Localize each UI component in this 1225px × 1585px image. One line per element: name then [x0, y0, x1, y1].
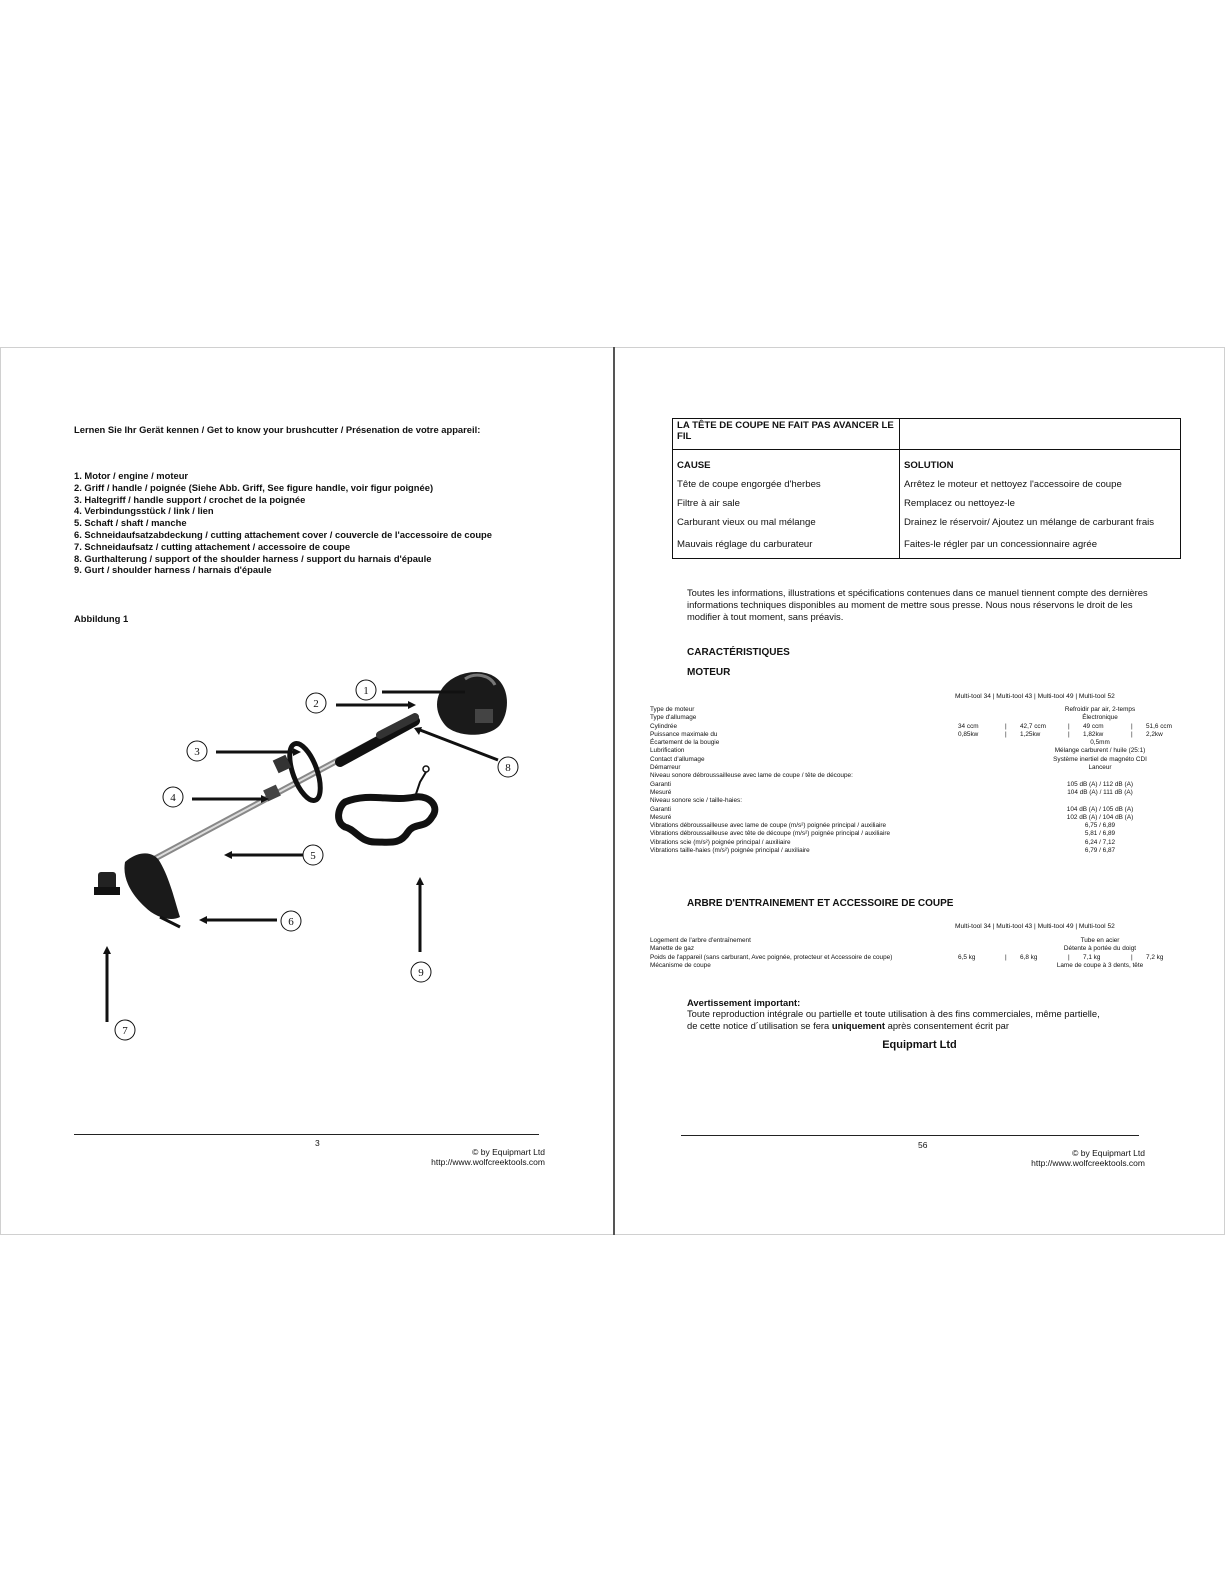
warning-text-part: après consentement écrit par: [885, 1019, 1010, 1031]
table-row: [673, 491, 1181, 510]
spec-value: 2,2kw: [1146, 730, 1163, 738]
spec-label: Niveau sonore débroussailleuse avec lame de coupe / tête de découpe:: [650, 772, 853, 780]
cause-cell: Carburant vieux ou mal mélange: [677, 517, 816, 528]
callout-4: 4: [170, 792, 176, 804]
spec-value: 104 dB (A) / 105 dB (A): [1066, 805, 1134, 813]
solution-cell: Faites-le régler par un concessionnaire agrée: [900, 529, 1181, 559]
list-item: 8. Gurthalterung / support of the shoulder harness / support du harnais d'épaule: [74, 552, 432, 564]
parts-list: [74, 470, 492, 576]
warning-line: [687, 1020, 1177, 1032]
list-item: 1. Motor / engine / moteur: [74, 470, 189, 481]
warning-line: Toute reproduction intégrale ou partielle et toute utilisation à des fins commerciales, même partielle,: [687, 1008, 1100, 1019]
spec-label: Mesuré: [650, 788, 672, 796]
column-header-cause: CAUSE: [677, 460, 711, 471]
spec-row: [650, 739, 1180, 747]
spec-value: 1,25kw: [1020, 730, 1041, 738]
models-header: Multi-tool 34 | Multi-tool 43 | Multi-tool 49 | Multi-tool 52: [955, 693, 1115, 700]
spec-label: Mécanisme de coupe: [650, 961, 711, 969]
spec-row: [650, 962, 1180, 970]
spec-row: [650, 954, 1180, 962]
list-item: 4. Verbindungsstück / link / lien: [74, 505, 214, 517]
callout-7: 7: [122, 1025, 128, 1037]
spec-value: 49 ccm: [1083, 722, 1104, 730]
table-row: [673, 510, 1181, 529]
spec-value: 105 dB (A) / 112 dB (A): [1067, 780, 1133, 788]
spec-value: 102 dB (A) / 104 dB (A): [1066, 813, 1134, 821]
footer: [895, 1148, 1145, 1168]
solution-cell: Arrêtez le moteur et nettoyez l'accessoire de coupe: [900, 472, 1181, 491]
section-heading-arbre: ARBRE D'ENTRAINEMENT ET ACCESSOIRE DE COUPE: [687, 898, 954, 909]
spec-label: Logement de l'arbre d'entraînement: [650, 937, 751, 944]
list-item: 5. Schaft / shaft / manche: [74, 517, 187, 529]
spec-label: Vibrations taille-haies (m/s²) poignée principal / auxiliaire: [650, 847, 810, 855]
spec-value: 42,7 ccm: [1020, 722, 1046, 730]
list-item: 7. Schneidaufsatz / cutting attachement / accessoire de coupe: [74, 540, 351, 552]
footer: [300, 1147, 545, 1167]
spec-row: [650, 797, 1180, 805]
spec-row: [650, 714, 1180, 722]
spec-label: Écartement de la bougie: [650, 739, 720, 747]
models-header: Multi-tool 34 | Multi-tool 43 | Multi-tool 49 | Multi-tool 52: [955, 923, 1115, 930]
spec-label: Poids de l'appareil (sans carburant, Avec poignée, protecteur et Accessoire de coupe): [650, 953, 893, 961]
list-item: 3. Haltegriff / handle support / crochet de la poignée: [74, 493, 306, 505]
spec-label: Lubrification: [650, 747, 685, 755]
spec-value: 51,6 ccm: [1146, 722, 1172, 730]
column-separator: |: [1068, 730, 1070, 738]
troubleshooting-table: [672, 418, 1181, 559]
spec-value: Refroidir par air, 2-temps: [1064, 706, 1136, 713]
list-item: 6. Schneidaufsatzabdeckung / cutting attachement cover / couvercle de l'accessoire de coupe: [74, 528, 492, 540]
spec-row: [650, 839, 1180, 847]
spec-label: Manette de gaz: [650, 945, 695, 953]
cutting-guard-drawing: [94, 853, 180, 927]
spec-value: 6,8 kg: [1020, 953, 1038, 961]
table-row: [673, 472, 1181, 491]
column-separator: |: [1131, 953, 1133, 961]
spec-row: [650, 789, 1180, 797]
spec-row: [650, 781, 1180, 789]
spec-row: [650, 822, 1180, 830]
spec-value: 6,24 / 7,12: [1084, 838, 1116, 846]
footer-rule: [681, 1135, 1139, 1136]
spec-value: Tube en acier: [1080, 937, 1120, 944]
footer-url: http://www.wolfcreektools.com: [1031, 1158, 1145, 1168]
column-separator: |: [1131, 722, 1133, 730]
spec-row: [650, 764, 1180, 772]
company-name: Equipmart Ltd: [882, 1039, 957, 1051]
section-heading-moteur: MOTEUR: [687, 667, 731, 678]
solution-cell: Drainez le réservoir/ Ajoutez un mélange de carburant frais: [900, 510, 1181, 529]
spec-row: [650, 756, 1180, 764]
section-heading-caracteristiques: CARACTÉRISTIQUES: [687, 647, 790, 658]
cause-cell: Mauvais réglage du carburateur: [677, 539, 813, 550]
callout-1: 1: [363, 685, 369, 697]
spec-label: Type d'allumage: [650, 714, 697, 722]
spec-label: Puissance maximale du: [650, 730, 718, 738]
spec-value: Lame de coupe à 3 dents, tête: [1056, 961, 1144, 969]
footer-copyright: © by Equipmart Ltd: [472, 1147, 545, 1157]
brushcutter-illustration: [70, 617, 560, 1047]
spec-value: Système inertiel de magnéto CDI: [1053, 755, 1147, 763]
cause-cell: Filtre à air sale: [677, 498, 740, 509]
table-title: LA TÊTE DE COUPE NE FAIT PAS AVANCER LE FIL: [673, 419, 900, 450]
engine-drawing: [437, 672, 507, 735]
shaft-spec-table: [650, 937, 1180, 970]
spec-value: 0,5mm: [1090, 739, 1110, 747]
shoulder-harness-drawing: [339, 766, 435, 842]
column-separator: |: [1131, 730, 1133, 738]
spec-value: Mélange carburent / huile (25:1): [1054, 747, 1146, 755]
spec-value: 1,82kw: [1083, 730, 1104, 738]
spec-label: Garanti: [650, 780, 671, 788]
engine-spec-table: [650, 706, 1180, 855]
spec-row: [650, 723, 1180, 731]
spec-row: [650, 847, 1180, 855]
spec-label: Vibrations scie (m/s²) poignée principal / auxiliaire: [650, 838, 791, 846]
page-number: 3: [315, 1138, 320, 1148]
column-separator: |: [1068, 722, 1070, 730]
spec-row: [650, 814, 1180, 822]
spec-row: [650, 937, 1180, 945]
table-row: [673, 529, 1181, 559]
figure-label: Abbildung 1: [74, 613, 129, 624]
spec-value: Lanceur: [1088, 764, 1112, 772]
spec-value: 7,2 kg: [1146, 953, 1164, 961]
spec-label: Type de moteur: [650, 706, 695, 713]
spec-value: Détente à portée du doigt: [1063, 945, 1137, 953]
spec-value: 34 ccm: [958, 722, 979, 730]
warning-text: [687, 1008, 1177, 1031]
column-separator: |: [1005, 722, 1007, 730]
spec-row: [650, 830, 1180, 838]
spec-row: [650, 747, 1180, 755]
notice-paragraph: Toutes les informations, illustrations et spécifications contenues dans ce manuel tiennent compte des dernières informations techniques disponibles au moment de mettre sous presse. Nous nous réservons le droit de les modifier à tout moment, sans préavis.: [687, 587, 1148, 622]
callout-8: 8: [505, 762, 511, 774]
callout-circles: [115, 680, 518, 1040]
spec-label: Cylindrée: [650, 722, 677, 730]
spec-label: Démarreur: [650, 764, 681, 772]
list-item: 9. Gurt / shoulder harness / harnais d'épaule: [74, 564, 272, 576]
spec-value: 5,81 / 6,89: [1084, 830, 1116, 838]
spec-label: Contact d'allumage: [650, 755, 705, 763]
list-item: 2. Griff / handle / poignée (Siehe Abb. Griff, See figure handle, voir figur poignée): [74, 481, 434, 493]
spec-label: Garanti: [650, 805, 671, 813]
spec-value: 6,5 kg: [958, 953, 976, 961]
spec-value: 6,75 / 6,89: [1084, 822, 1116, 830]
spec-label: Mesuré: [650, 813, 672, 821]
footer-copyright: © by Equipmart Ltd: [1072, 1148, 1145, 1158]
callout-9: 9: [418, 967, 424, 979]
spec-value: Électronique: [1082, 714, 1118, 722]
spec-value: 7,1 kg: [1083, 953, 1101, 961]
column-header-solution: SOLUTION: [900, 450, 1181, 473]
spec-row: [650, 731, 1180, 739]
spec-row: [650, 772, 1180, 780]
column-separator: |: [1068, 953, 1070, 961]
spec-value: 6,79 / 6,87: [1084, 847, 1116, 855]
callout-6: 6: [288, 916, 294, 928]
solution-cell: Remplacez ou nettoyez-le: [900, 491, 1181, 510]
spec-label: Vibrations débroussailleuse avec lame de coupe (m/s²) poignée principal / auxiliaire: [650, 822, 887, 830]
spec-row: [650, 806, 1180, 814]
footer-url: http://www.wolfcreektools.com: [431, 1157, 545, 1167]
left-page: [0, 347, 612, 1235]
page-heading: Lernen Sie Ihr Gerät kennen / Get to know your brushcutter / Présenation de votre appareil:: [74, 424, 481, 435]
spec-label: Niveau sonore scie / taille-haies:: [650, 797, 742, 805]
footer-rule: [74, 1134, 539, 1135]
cause-cell: Tête de coupe engorgée d'herbes: [677, 479, 821, 490]
right-page: [615, 347, 1224, 1235]
spec-value: 104 dB (A) / 111 dB (A): [1067, 788, 1133, 796]
column-separator: |: [1005, 730, 1007, 738]
page-number: 56: [918, 1140, 928, 1150]
spec-row: [650, 945, 1180, 953]
callout-3: 3: [194, 746, 200, 758]
table-title-empty: [900, 419, 1181, 450]
warning-heading: Avertissement important:: [687, 997, 801, 1008]
callout-2: 2: [313, 698, 319, 710]
spec-value: 0,85kw: [958, 730, 979, 738]
warning-text-part: de cette notice d´utilisation se fera: [687, 1019, 832, 1031]
warning-emphasis: uniquement: [831, 1019, 885, 1031]
callout-5: 5: [310, 850, 316, 862]
spec-label: Vibrations débroussailleuse avec tête de découpe (m/s²) poignée principal / auxiliaire: [650, 830, 891, 838]
column-separator: |: [1005, 953, 1007, 961]
